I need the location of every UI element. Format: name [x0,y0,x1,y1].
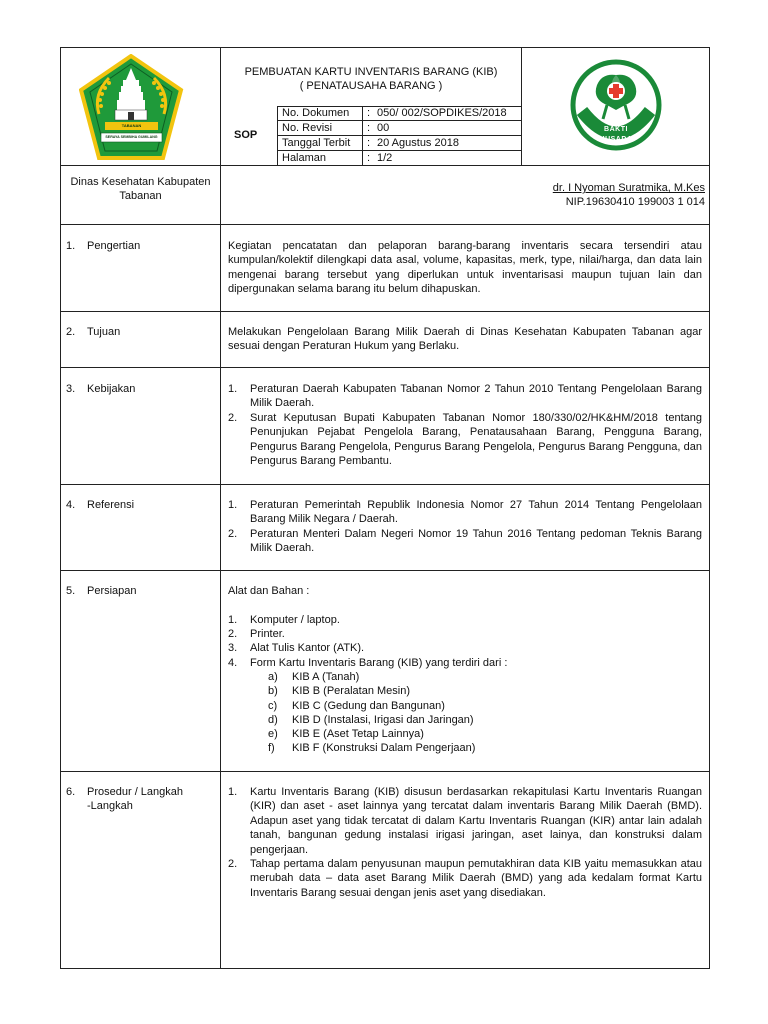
bakti-husada-logo [570,59,662,151]
section-4-number: 4. [66,499,76,511]
meta-value-1: 00 [377,122,390,134]
frame-bottom [60,968,710,969]
meta-label-2: Tanggal Terbit [282,137,351,149]
sop-label: SOP [234,129,258,141]
sub-list-item-text: KIB D (Instalasi, Irigasi dan Jaringan) [292,714,474,726]
section-6-number: 6. [66,786,76,798]
sub-list-item-letter: f) [268,742,275,754]
list-item-number: 4. [228,657,238,669]
signatory-block [520,181,705,210]
meta-label-divider [277,106,278,165]
list-item-text: Form Kartu Inventaris Barang (KIB) yang terdiri dari : [250,657,508,669]
sub-list-item-text: KIB F (Konstruksi Dalam Pengerjaan) [292,742,476,754]
meta-label-0: No. Dokumen [282,107,350,119]
title-line-2: ( PENATAUSAHA BARANG ) [299,80,443,93]
section-divider-5 [60,771,710,772]
section-divider-3 [60,484,710,485]
list-item-number: 2. [228,858,238,870]
list-item-text: Peraturan Menteri Dalam Negeri Nomor 19 Tahun 2016 Tentang pedoman Teknis Barang Milik Daerah. [250,528,702,555]
meta-value-2: 20 Agustus 2018 [377,137,459,149]
section-3-number: 3. [66,383,76,395]
signatory-nip: NIP.19630410 199003 1 014 [565,196,705,209]
sub-list-item-text: KIB A (Tanah) [292,671,360,683]
sub-list-item-letter: c) [268,700,278,712]
list-item-text: Alat Tulis Kantor (ATK). [250,642,365,654]
list-item-number: 3. [228,642,238,654]
list-item-number: 2. [228,412,238,424]
section-divider-4 [60,570,710,571]
sub-list-item-letter: e) [268,728,278,740]
list-item-number: 2. [228,528,238,540]
regency-logo-label-top: TABANAN [121,123,142,128]
regency-logo-motto: SERAYA SEMBIHA GUMILANG [105,135,158,139]
section-2-number: 2. [66,326,76,338]
meta-label-3: Halaman [282,152,327,164]
sub-list-item-text: KIB B (Peralatan Mesin) [292,685,410,697]
frame-top [60,47,710,48]
section-1-number: 1. [66,240,76,252]
section-2-title: Tujuan [87,326,121,338]
sub-list-item-text: KIB C (Gedung dan Bangunan) [292,700,445,712]
section-5-number: 5. [66,585,76,597]
list-item-text: Kartu Inventaris Barang (KIB) disusun berdasarkan rekapitulasi Kartu Inventaris Ruangan (KIR) dan aset - aset lainnya yang tercatat dalam inventaris Barang Milik Daerah (BMD). Adapun aset yang tidak tercatat di dalam Kartu Inventaris Ruangan (KIR) antar lain adalah tanah, bangunan gedung instalasi irigasi jaringan, aset lainya, dan konstruksi dalam pengerjaan. [250,786,702,856]
agency-name [61,175,220,204]
section-3-title: Kebijakan [87,383,136,395]
document-title [221,65,521,94]
regency-logo [79,54,184,160]
sub-list-item-letter: a) [268,671,278,683]
list-item-text: Peraturan Daerah Kabupaten Tabanan Nomor 2 Tahun 2010 Tentang Pengelolaan Barang Milik Daerah. [250,383,702,410]
agency-bottom-divider [60,224,710,225]
header-right-divider [521,47,522,165]
sub-list-item-letter: b) [268,685,278,697]
section-divider-1 [60,311,710,312]
list-item-number: 1. [228,383,238,395]
title-line-1: PEMBUATAN KARTU INVENTARIS BARANG (KIB) [244,66,498,78]
bakti-husada-label: BAKTI HUSADA [599,126,633,143]
list-item-text: Peraturan Pemerintah Republik Indonesia Nomor 27 Tahun 2014 Tentang Pengelolaan Barang Milik Negara / Daerah. [250,499,702,526]
list-item-number: 2. [228,628,238,640]
section-6-title-line-1: Prosedur / Langkah [87,786,184,798]
frame-right [709,47,710,968]
section-5-intro: Alat dan Bahan : [228,585,310,597]
list-item-text: Surat Keputusan Bupati Kabupaten Tabanan Nomor 180/330/02/HK&HM/2018 tentang Penunjukan Pejabat Pengelola Barang, Penatausahaan Barang, Pengguna Barang, Pengurus Barang Pengelola, Pengurus Barang Pengelola, Pengurus Barang Pengguna, dan Pengurus Barang Pembantu. [250,412,702,468]
list-item-number: 1. [228,786,238,798]
meta-sep-0: : [367,107,371,119]
column-divider [220,47,221,968]
list-item-text: Printer. [250,628,285,640]
section-divider-2 [60,367,710,368]
sub-list-item-text: KIB E (Aset Tetap Lainnya) [292,728,424,740]
list-item-text: Komputer / laptop. [250,614,340,626]
section-1-title: Pengertian [87,240,141,252]
section-6-title [87,785,183,814]
section-6-title-line-2: -Langkah [87,800,133,813]
signatory-name: dr. I Nyoman Suratmika, M.Kes [552,182,705,194]
section-2-paragraph: Melakukan Pengelolaan Barang Milik Daerah di Dinas Kesehatan Kabupaten Tabanan agar sesuai dengan Peraturan Hukum yang Berlaku. [228,326,702,353]
meta-value-3: 1/2 [377,152,393,164]
list-item-text: Tahap pertama dalam penyusunan maupun pemutakhiran data KIB yaitu memasukkan atau merubah data – data aset Barang Milik Daerah (BMD) yang ada kedalam format Kartu Inventaris Barang sesuai dengan jenis aset yang disediakan. [250,858,702,899]
section-4-title: Referensi [87,499,135,511]
sub-list-item-letter: d) [268,714,278,726]
meta-value-0: 050/ 002/SOPDIKES/2018 [377,107,507,119]
list-item-number: 1. [228,614,238,626]
meta-sep-3: : [367,152,371,164]
section-5-title: Persiapan [87,585,137,597]
agency-line-1: Dinas Kesehatan Kabupaten [70,176,211,188]
meta-sep-1: : [367,122,371,134]
meta-value-divider [362,106,363,165]
list-item-number: 1. [228,499,238,511]
agency-line-2: Tabanan [119,190,162,203]
section-1-paragraph: Kegiatan pencatatan dan pelaporan barang-barang inventaris secara tersendiri atau kumpulan/kolektif dilengkapi data asal, volume, kapasitas, merk, type, nilai/harga, dan data lain mengenai barang tersebut yang diperlukan untuk inventarisasi maupun tujuan lain dan dipergunakan selama barang itu belum dihapuskan. [228,240,702,296]
meta-sep-2: : [367,137,371,149]
meta-label-1: No. Revisi [282,122,333,134]
